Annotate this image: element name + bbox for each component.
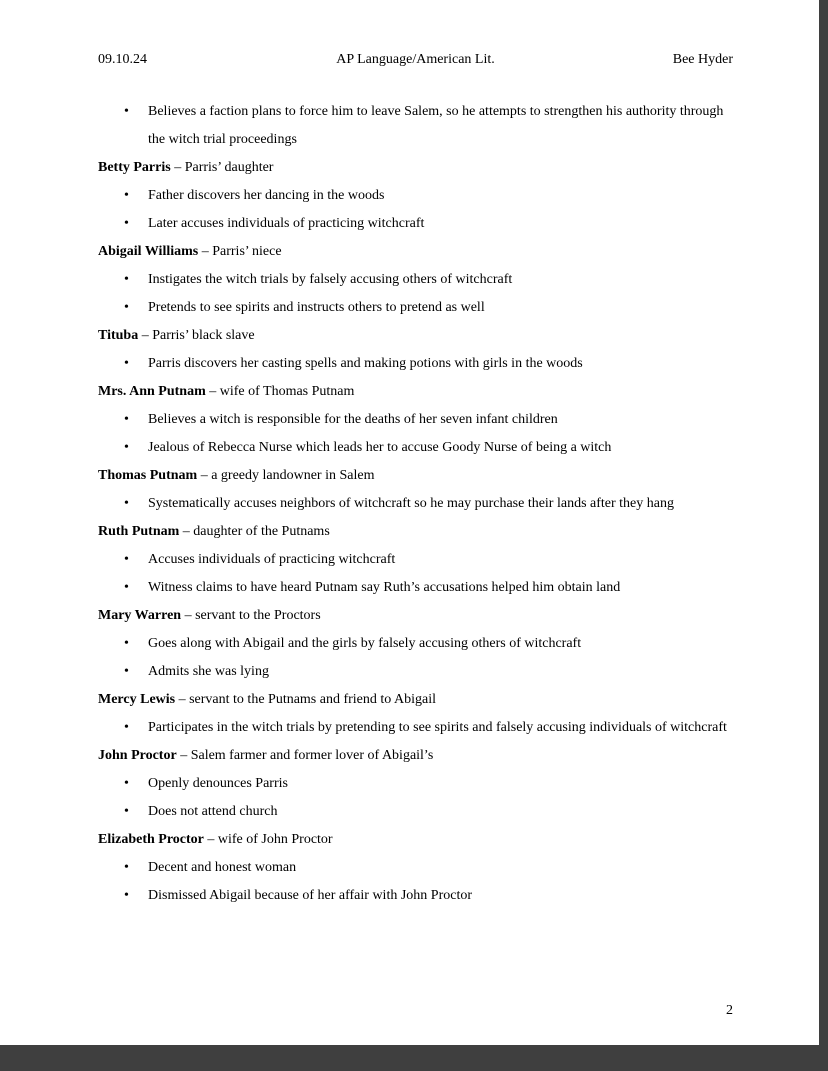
document-header: [98, 50, 733, 70]
bullet-item: • Participates in the witch trials by pretending to see spirits and falsely accusing individuals of witchcraft: [98, 714, 733, 742]
character-description: – Parris’ daughter: [170, 160, 274, 175]
character-description: – Salem farmer and former lover of Abigail’s: [176, 748, 434, 763]
character-heading: [98, 826, 733, 854]
document-content: [98, 98, 733, 910]
character-description: – a greedy landowner in Salem: [197, 468, 375, 483]
character-name: Ruth Putnam: [98, 524, 180, 539]
bullet-item: • Believes a witch is responsible for the deaths of her seven infant children: [98, 406, 733, 434]
character-description: – daughter of the Putnams: [179, 524, 330, 539]
bullet-item: • Jealous of Rebecca Nurse which leads her to accuse Goody Nurse of being a witch: [98, 434, 733, 462]
character-name: Thomas Putnam: [98, 468, 198, 483]
character-name: Betty Parris: [98, 160, 171, 175]
bullet-item: • Admits she was lying: [98, 658, 733, 686]
character-description: – Parris’ black slave: [138, 328, 255, 343]
bullet-item: • Decent and honest woman: [98, 854, 733, 882]
bullet-item: • Goes along with Abigail and the girls by falsely accusing others of witchcraft: [98, 630, 733, 658]
header-date: 09.10.24: [98, 52, 147, 67]
bullet-list: [98, 266, 733, 322]
character-name: Elizabeth Proctor: [98, 832, 204, 847]
header-course-title: AP Language/American Lit.: [336, 52, 495, 67]
character-description: – Parris’ niece: [198, 244, 282, 259]
bullet-list: [98, 490, 733, 518]
character-name: Tituba: [98, 328, 139, 343]
bullet-item: • Father discovers her dancing in the woods: [98, 182, 733, 210]
character-description: – wife of John Proctor: [203, 832, 333, 847]
bullet-item: • Witness claims to have heard Putnam say Ruth’s accusations helped him obtain land: [98, 574, 733, 602]
bullet-item: • Dismissed Abigail because of her affair with John Proctor: [98, 882, 733, 910]
character-name: Abigail Williams: [98, 244, 199, 259]
bullet-list: [98, 630, 733, 686]
bullet-item: • Believes a faction plans to force him to leave Salem, so he attempts to strengthen his authority through the witch trial proceedings: [98, 98, 733, 154]
character-name: Mercy Lewis: [98, 692, 176, 707]
bullet-list: [98, 350, 733, 378]
character-heading: [98, 238, 733, 266]
page-number: 2: [726, 1003, 733, 1018]
bullet-list: [98, 182, 733, 238]
character-name: John Proctor: [98, 748, 177, 763]
character-description: – wife of Thomas Putnam: [205, 384, 355, 399]
header-author: Bee Hyder: [672, 52, 733, 67]
bullet-list: [98, 406, 733, 462]
character-heading: [98, 154, 733, 182]
bullet-item: • Instigates the witch trials by falsely accusing others of witchcraft: [98, 266, 733, 294]
character-description: – servant to the Proctors: [181, 608, 321, 623]
character-heading: [98, 462, 733, 490]
character-heading: [98, 742, 733, 770]
bullet-item: • Does not attend church: [98, 798, 733, 826]
character-heading: [98, 602, 733, 630]
bullet-list: [98, 770, 733, 826]
character-heading: [98, 322, 733, 350]
character-name: Mary Warren: [98, 608, 182, 623]
bullet-item: • Parris discovers her casting spells and making potions with girls in the woods: [98, 350, 733, 378]
bullet-item: • Accuses individuals of practicing witchcraft: [98, 546, 733, 574]
character-heading: [98, 378, 733, 406]
bullet-list: [98, 854, 733, 910]
bullet-item: • Openly denounces Parris: [98, 770, 733, 798]
character-description: – servant to the Putnams and friend to Abigail: [175, 692, 437, 707]
bullet-item: • Later accuses individuals of practicing witchcraft: [98, 210, 733, 238]
bullet-item: • Pretends to see spirits and instructs others to pretend as well: [98, 294, 733, 322]
character-heading: [98, 686, 733, 714]
character-heading: [98, 518, 733, 546]
bullet-list: [98, 98, 733, 154]
character-name: Mrs. Ann Putnam: [98, 384, 206, 399]
bullet-list: [98, 714, 733, 742]
bullet-list: [98, 546, 733, 602]
bullet-item: • Systematically accuses neighbors of witchcraft so he may purchase their lands after they hang: [98, 490, 733, 518]
